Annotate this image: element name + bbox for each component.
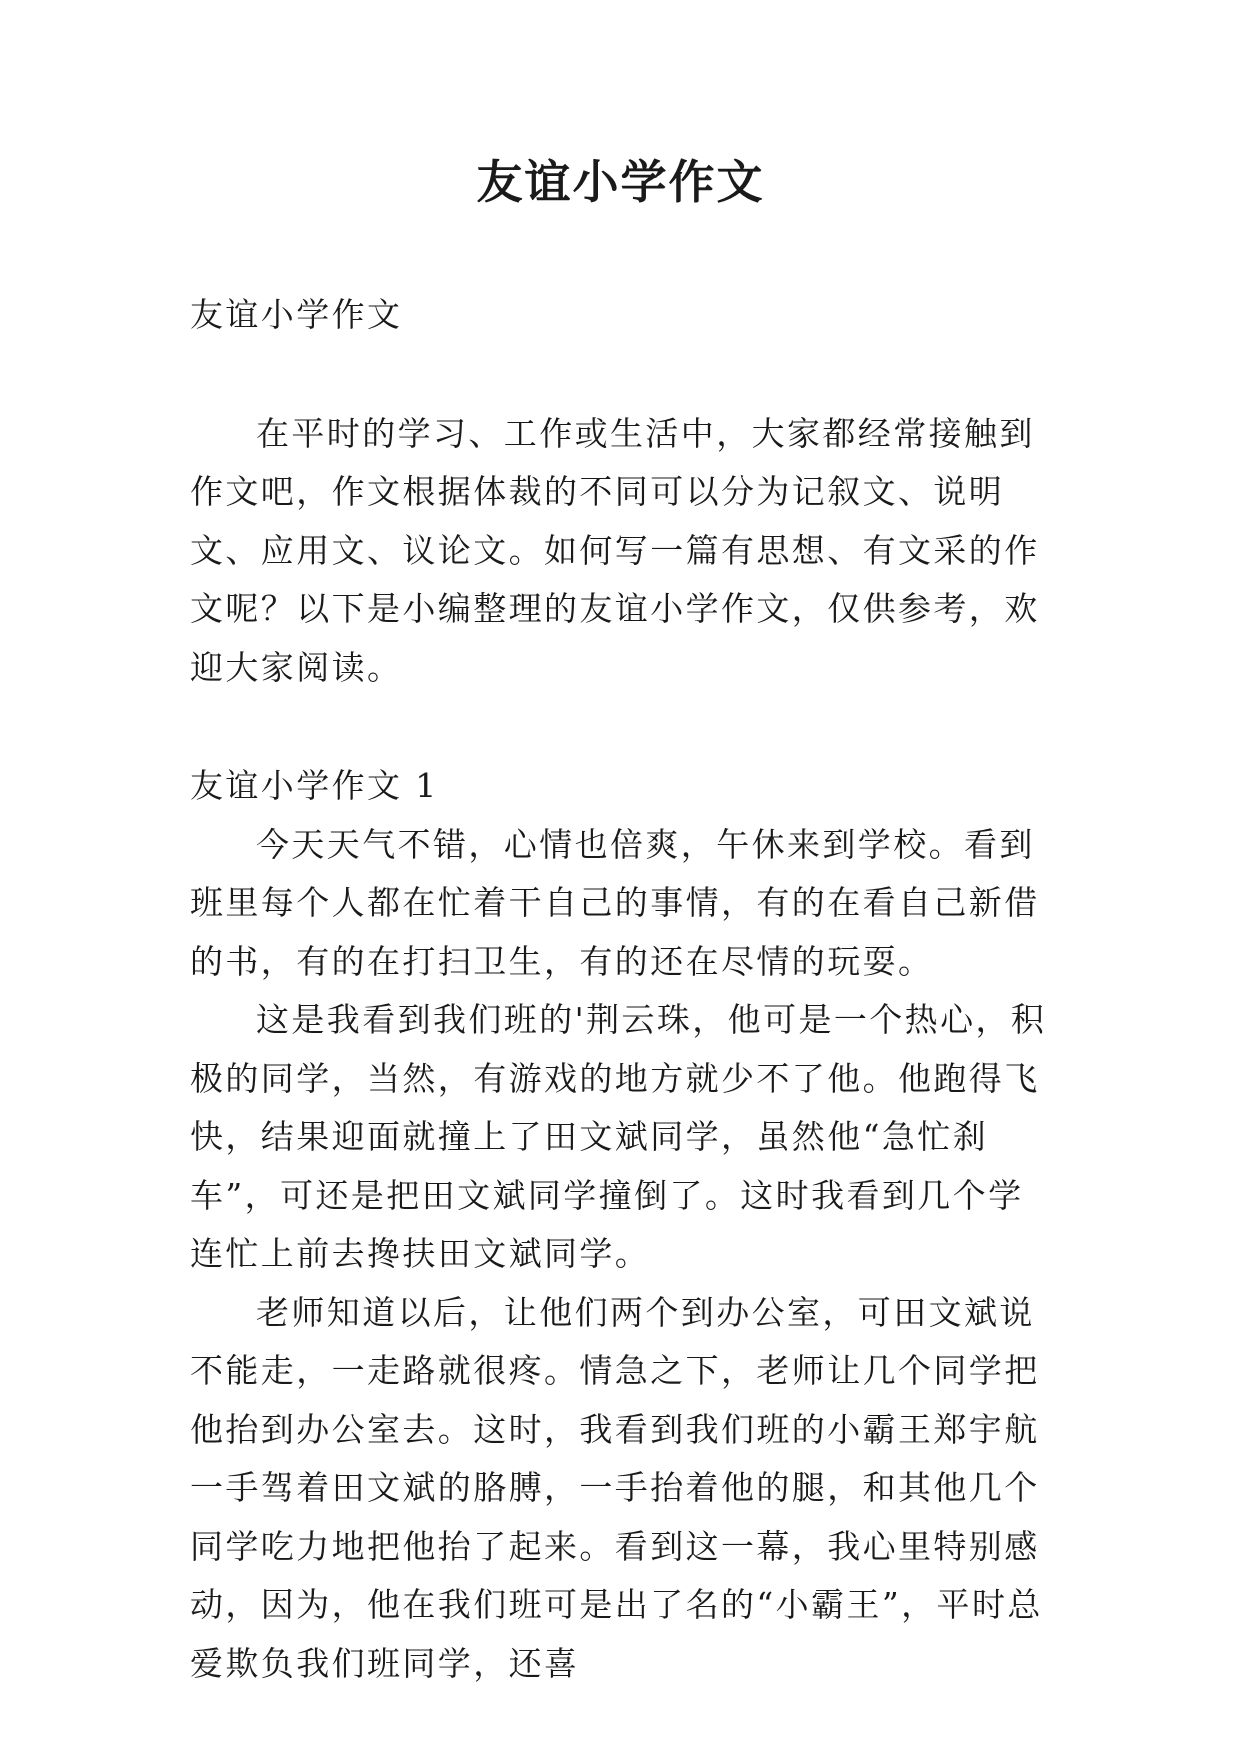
document-body (190, 286, 1052, 1693)
body-paragraph-3: 老师知道以后，让他们两个到办公室，可田文斌说不能走，一走路就很疼。情急之下，老师让几个同学把他抬到办公室去。这时，我看到我们班的小霸王郑宇航一手驾着田文斌的胳膊，一手抬着他的腿，和其他几个同学吃力地把他抬了起来。看到这一幕，我心里特别感动，因为，他在我们班可是出了名的“小霸王”，平时总爱欺负我们班同学，还喜 (190, 1292, 1043, 1683)
section-heading: 友谊小学作文 1 (190, 766, 439, 805)
body-paragraph-2: 这是我看到我们班的'荆云珠，他可是一个热心，积极的同学，当然，有游戏的地方就少不了他。他跑得飞快，结果迎面就撞上了田文斌同学，虽然他“急忙刹车”，可还是把田文斌同学撞倒了。这时我看到几个学连忙上前去搀扶田文斌同学。 (190, 1000, 1047, 1273)
body-paragraph-1: 今天天气不错，心情也倍爽，午休来到学校。看到班里每个人都在忙着干自己的事情，有的在看自己新借的书，有的在打扫卫生，有的还在尽情的玩耍。 (190, 824, 1040, 981)
intro-paragraph: 在平时的学习、工作或生活中，大家都经常接触到作文吧，作文根据体裁的不同可以分为记叙文、说明文、应用文、议论文。如何写一篇有思想、有文采的作文呢？以下是小编整理的友谊小学作文，仅供参考，欢迎大家阅读。 (190, 413, 1040, 687)
document-subtitle: 友谊小学作文 (190, 295, 403, 334)
document-title: 友谊小学作文 (476, 155, 765, 209)
